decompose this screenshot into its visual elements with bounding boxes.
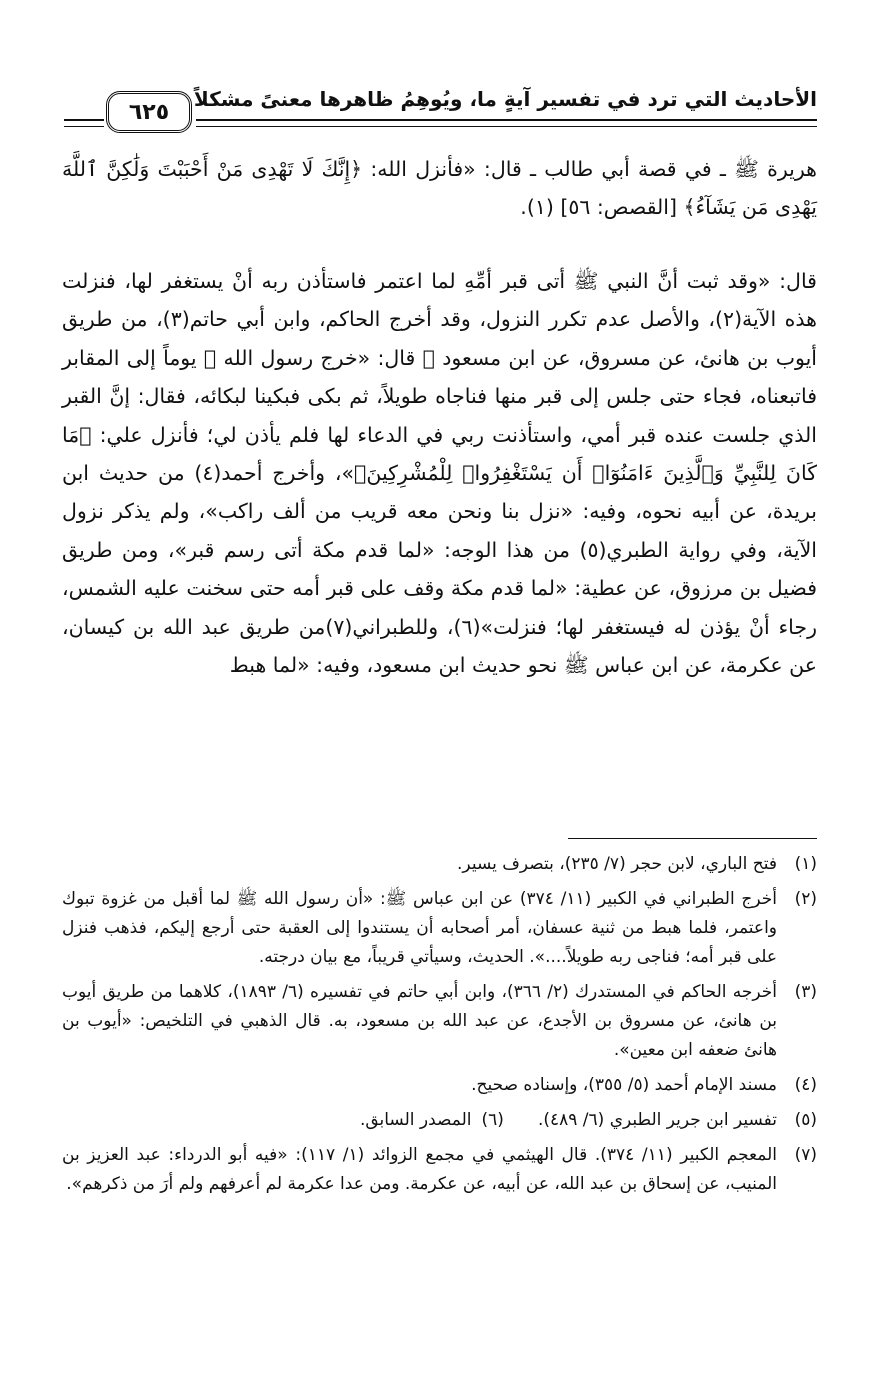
running-header-title: الأحاديث التي ترد في تفسير آيةٍ ما، ويُوهِمُ ظاهرها معنىً مشكلاً (193, 87, 817, 111)
page-number: ٦٢٥ (106, 91, 192, 133)
footnote-item (62, 850, 817, 879)
footnote-text: أخرج الطبراني في الكبير (١١/ ٣٧٤) عن ابن عباس ﷺ: «أن رسول الله ﷺ لما أقبل من غزوة تبوك واعتمر، فلما هبط من ثنية عسفان، أمر أصحابه أن يستندوا إلى العقبة حتى أرجع إليكم، فذهب فنزل على قبر أمه؛ فناجى ربه طويلاً....». الحديث، وسيأتي قريباً، مع بيان درجته. (62, 889, 778, 967)
body-paragraph-1: هريرة ﷺ ـ في قصة أبي طالب ـ قال: «فأنزل الله: ﴿إِنَّكَ لَا تَهْدِى مَنْ أَحْبَبْتَ وَلَٰكِنَّ ٱللَّهَ يَهْدِى مَن يَشَآءُ﴾ [القصص: ٥٦] (١). (62, 157, 817, 220)
footnote-text: تفسير ابن جرير الطبري (٦/ ٤٨٩). (537, 1110, 777, 1130)
footnote-item (62, 978, 817, 1065)
footnotes-list (62, 850, 817, 1205)
footnote-item (62, 885, 817, 972)
footnote-number: (٢) (794, 889, 817, 909)
footnote-number: (٤) (794, 1075, 817, 1095)
footnote-text: فتح الباري، لابن حجر (٧/ ٢٣٥)، بتصرف يسير. (457, 854, 777, 874)
footnote-item (62, 1141, 817, 1199)
footnote-number-inline: (٦) (481, 1110, 504, 1130)
footnote-number: (٧) (794, 1145, 817, 1165)
footnote-item-pair (62, 1106, 817, 1135)
header-rule (196, 119, 817, 121)
footnote-text: مسند الإمام أحمد (٥/ ٣٥٥)، وإسناده صحيح. (471, 1075, 777, 1095)
header-rule-thin (196, 126, 817, 127)
footnote-separator (568, 838, 817, 839)
footnote-text: أخرجه الحاكم في المستدرك (٢/ ٣٦٦)، وابن أبي حاتم في تفسيره (٦/ ١٨٩٣)، كلاهما من طريق أيوب بن هانئ، عن مسروق بن الأجدع، عن عبد الله بن مسعود، به. قال الذهبي في التلخيص: «أيوب بن هانئ ضعفه ابن معين». (62, 982, 777, 1060)
footnote-number: (١) (794, 854, 817, 874)
header-rule-left (64, 119, 104, 121)
footnote-number: (٣) (794, 982, 817, 1002)
header-rule-left-thin (64, 126, 104, 127)
footnote-text: المصدر السابق. (359, 1110, 472, 1130)
footnote-text-pair (62, 1106, 777, 1135)
footnote-item (62, 1071, 817, 1100)
footnote-number: (٥) (794, 1110, 817, 1130)
body-paragraph-2: قال: «وقد ثبت أنَّ النبي ﷺ أتى قبر أمِّهِ لما اعتمر فاستأذن ربه أنْ يستغفر لها، فنزلت هذه الآية(٢)، والأصل عدم تكرر النزول، وقد أخرج الحاكم، وابن أبي حاتم(٣)، من طريق أيوب بن هانئ، عن مسروق، عن ابن مسعود ﷺ قال: «خرج رسول الله ﷺ يوماً إلى المقابر فاتبعناه، فجاء حتى جلس إلى قبر منها فناجاه طويلاً، ثم بكى فبكينا لبكائه، فقال: إنَّ القبر الذي جلست عنده قبر أمي، واستأذنت ربي في الدعاء لها فلم يأذن لي؛ فأنزل علي: ﴿مَا كَانَ لِلنَّبِيِّ وَٱلَّذِينَ ءَامَنُوٓا۟ أَن يَسْتَغْفِرُوا۟ لِلْمُشْرِكِينَ﴾»، وأخرج أحمد(٤) من حديث ابن بريدة، عن أبيه نحوه، وفيه: «نزل بنا ونحن معه قريب من ألف راكب»، ولم يذكر نزول الآية، وفي رواية الطبري(٥) من هذا الوجه: «لما قدم مكة أتى رسم قبر»، ومن طريق فضيل بن مرزوق، عن عطية: «لما قدم مكة وقف على قبر أمه حتى سخنت عليه الشمس، رجاء أنْ يؤذن له فيستغفر لها؛ فنزلت»(٦)، وللطبراني(٧)من طريق عبد الله بن كيسان، عن عكرمة، عن ابن عباس ﷺ نحو حديث ابن مسعود، وفيه: «لما هبط (62, 269, 817, 678)
footnote-text: المعجم الكبير (١١/ ٣٧٤). قال الهيثمي في مجمع الزوائد (١/ ١١٧): «فيه أبو الدرداء: عبد العزيز بن المنيب، عن إسحاق بن عبد الله، عن أبيه، عن عكرمة. ومن عدا عكرمة لم أعرفهم ولم أرَ من ذكرهم». (62, 1145, 777, 1194)
